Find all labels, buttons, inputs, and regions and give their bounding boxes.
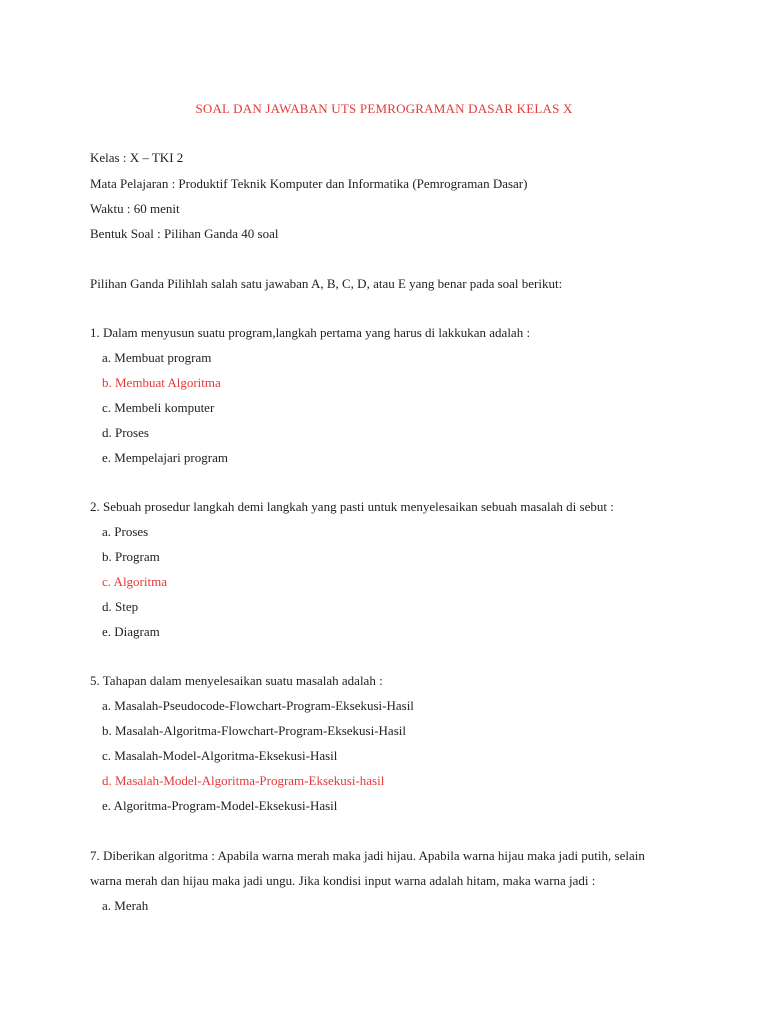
question-5-option-e: e. Algoritma-Program-Model-Eksekusi-Hasil <box>102 798 338 813</box>
question-2-option-b: b. Program <box>102 549 160 564</box>
document-title: SOAL DAN JAWABAN UTS PEMROGRAMAN DASAR KELAS X <box>195 101 573 116</box>
question-5: 5. Tahapan dalam menyelesaikan suatu masalah adalah : <box>90 673 383 688</box>
question-1: 1. Dalam menyusun suatu program,langkah pertama yang harus di lakkukan adalah : <box>90 325 531 340</box>
question-2-option-a: a. Proses <box>102 524 149 539</box>
question-5-option-d-correct: d. Masalah-Model-Algoritma-Program-Eksekusi-hasil <box>102 773 385 788</box>
question-5-option-c: c. Masalah-Model-Algoritma-Eksekusi-Hasil <box>102 748 338 763</box>
meta-mata-pelajaran: Mata Pelajaran : Produktif Teknik Komputer dan Informatika (Pemrograman Dasar) <box>90 176 528 191</box>
question-2-option-d: d. Step <box>102 599 139 614</box>
question-7-line-1: 7. Diberikan algoritma : Apabila warna merah maka jadi hijau. Apabila warna hijau maka jadi putih, selain <box>90 848 645 863</box>
meta-bentuk-soal: Bentuk Soal : Pilihan Ganda 40 soal <box>90 226 279 241</box>
question-2-option-c-correct: c. Algoritma <box>102 574 167 589</box>
meta-waktu: Waktu : 60 menit <box>90 201 180 216</box>
question-1-option-a: a. Membuat program <box>102 350 212 365</box>
question-1-option-d: d. Proses <box>102 425 149 440</box>
question-7-line-2: warna merah dan hijau maka jadi ungu. Jika kondisi input warna adalah hitam, maka warna jadi : <box>90 873 596 888</box>
question-7-option-a: a. Merah <box>102 898 149 913</box>
question-5-option-a: a. Masalah-Pseudocode-Flowchart-Program-Eksekusi-Hasil <box>102 698 414 713</box>
instruction: Pilihan Ganda Pilihlah salah satu jawaban A, B, C, D, atau E yang benar pada soal berikut: <box>90 276 563 291</box>
question-2-option-e: e. Diagram <box>102 624 160 639</box>
question-1-option-e: e. Mempelajari program <box>102 450 228 465</box>
question-1-option-c: c. Membeli komputer <box>102 400 215 415</box>
question-1-option-b-correct: b. Membuat Algoritma <box>102 375 221 390</box>
question-5-option-b: b. Masalah-Algoritma-Flowchart-Program-Eksekusi-Hasil <box>102 723 406 738</box>
question-2: 2. Sebuah prosedur langkah demi langkah yang pasti untuk menyelesaikan sebuah masalah di sebut : <box>90 499 614 514</box>
meta-kelas: Kelas : X – TKI 2 <box>90 150 184 165</box>
